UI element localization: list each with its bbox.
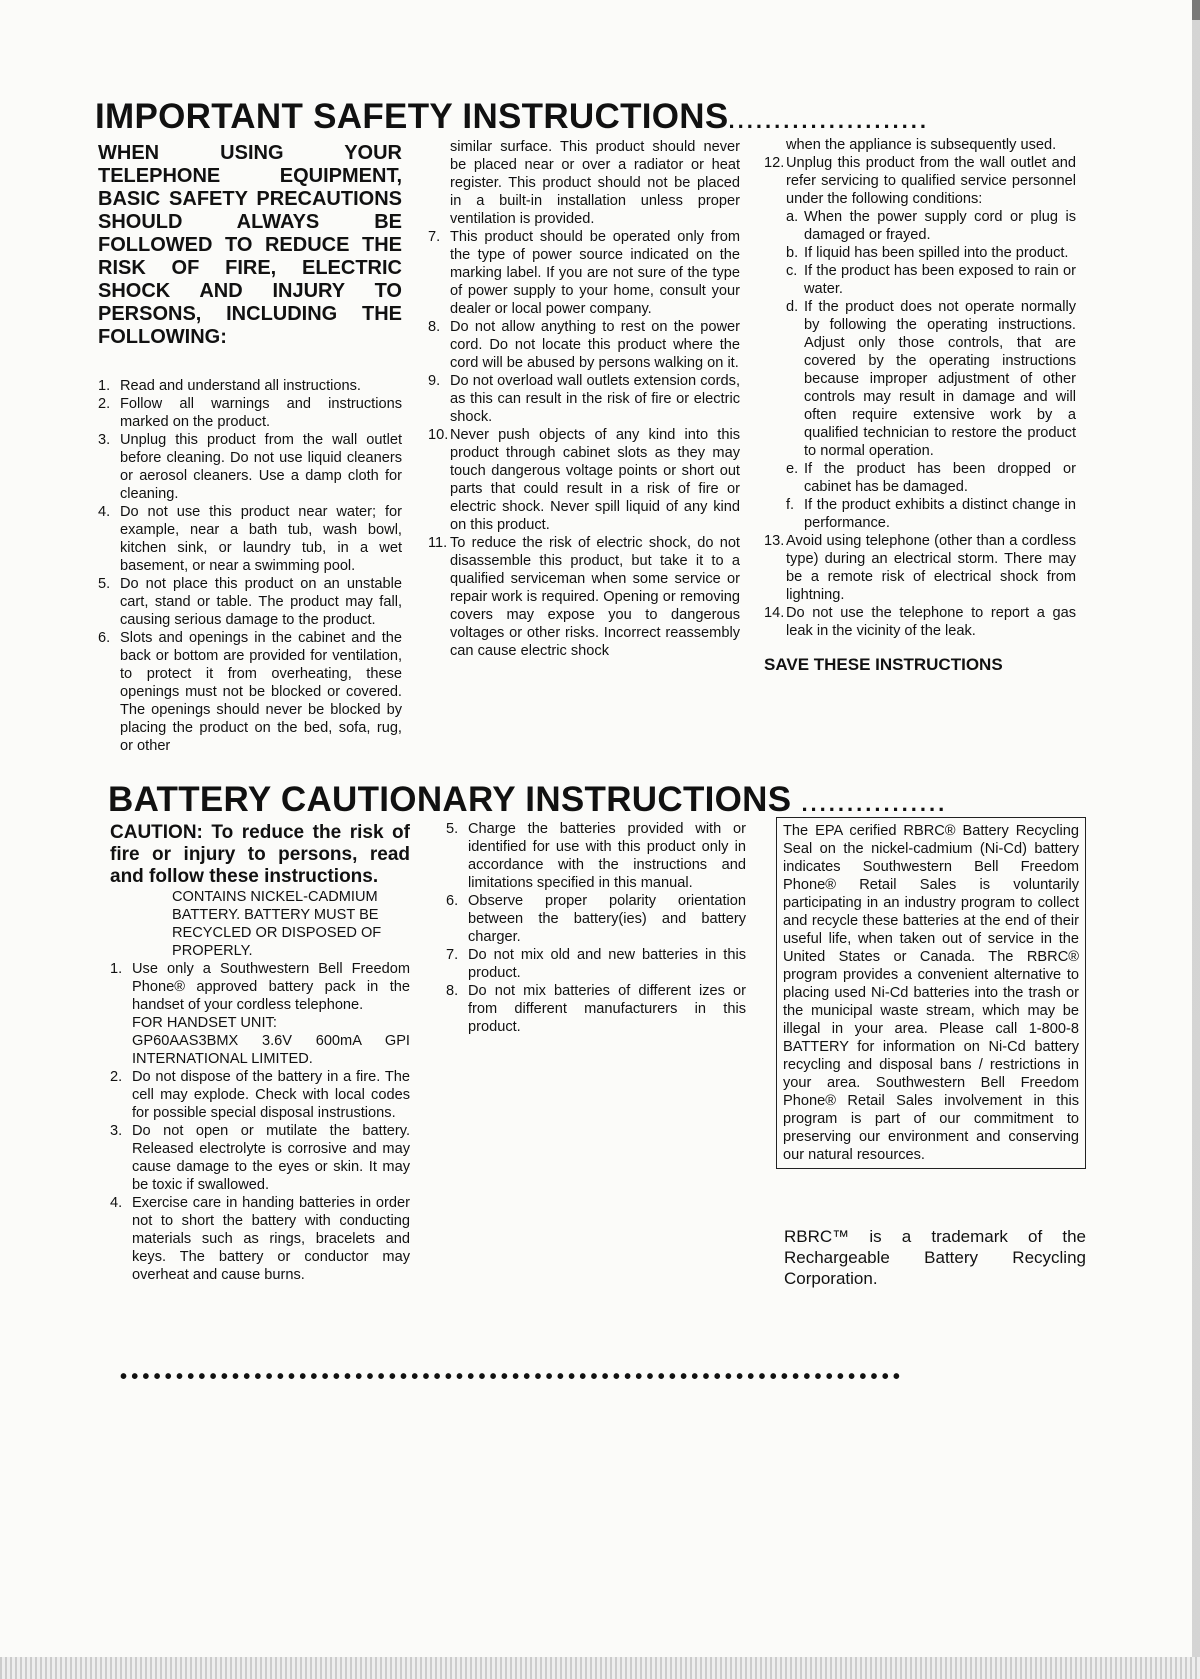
item-number: 12. [764,155,785,171]
battery-list-2 [446,820,746,1036]
item-text: If the product has been dropped or cabinet has be damaged. [804,461,1076,495]
list-item [110,1068,410,1122]
sub-list [764,208,1076,532]
item-number: 8. [446,983,459,999]
safety-column-3 [764,136,1076,674]
item-text: To reduce the risk of electric shock, do not disassemble this product, but take it to a qualified serviceman when some service or repair work is required. Opening or removing covers may expose you to dangerous voltages or other risks. Incorrect reassembly can cause electric shock [450,535,740,659]
item-text: Do not open or mutilate the battery. Released electrolyte is corrosive and may cause damage to the eyes or skin. It may be toxic if swallowed. [132,1123,410,1193]
safety-intro: WHEN USING YOUR TELEPHONE EQUIPMENT, BASIC SAFETY PRECAUTIONS SHOULD ALWAYS BE FOLLOWED TO REDUCE THE RISK OF FIRE, ELECTRIC SHOCK AND INJURY TO PERSONS, INCLUDING THE FOLLOWING: [98,142,402,348]
list-item [110,1122,410,1194]
list-item [764,154,1076,208]
item-text: Avoid using telephone (other than a cordless type) during an electrical storm. There may be a remote risk of electrical shock from lightning. [786,533,1076,603]
item-letter: f. [786,497,795,513]
list-item [98,503,402,575]
item-number: 11. [428,535,448,551]
item-6-continued: similar surface. This product should never be placed near or over a radiator or heat register. This product should not be placed in a built-in installation unless proper ventilation is provided. [450,139,740,227]
item-number: 6. [98,630,111,646]
item-number: 14. [764,605,785,621]
item-letter: b. [786,245,799,261]
item-text: If the product does not operate normally by following the operating instructions. Adjust only those controls, that are covered by the operating instructions because improper adjustment of other controls may result in damage and will often require extensive work by a qualified technician to restore the product to normal operation. [804,299,1076,459]
item-text: Do not mix old and new batteries in this product. [468,947,746,981]
list-item [98,575,402,629]
item-text: Read and understand all instructions. [120,378,361,394]
list-item [428,228,740,318]
item-text: Do not overload wall outlets extension cords, as this can result in the risk of fire or electric shock. [450,373,740,425]
safety-list-1 [98,377,402,755]
safety-title-row [95,98,929,140]
handset-label: FOR HANDSET UNIT: [132,1015,277,1031]
item-text: Slots and openings in the cabinet and the back or bottom are provided for ventilation, to protect it from overheating, these openings must not be blocked or covered. The openings should never be blocked by placing the product on the bed, sofa, rug, or other [120,630,402,754]
battery-contains-notice: CONTAINS NICKEL-CADMIUM BATTERY. BATTERY MUST BE RECYCLED OR DISPOSED OF PROPERLY. [172,889,382,959]
item-text: If liquid has been spilled into the product. [804,245,1069,261]
item-letter: a. [786,209,799,225]
item-text: Use only a Southwestern Bell Freedom Phone® approved battery pack in the handset of your cordless telephone. [132,961,410,1013]
item-text: Unplug this product from the wall outlet and refer servicing to qualified service personnel under the following conditions: [786,155,1076,207]
sub-item [786,262,1076,298]
item-text: Do not use the telephone to report a gas leak in the vicinity of the leak. [786,605,1076,639]
list-item [764,532,1076,604]
item-number: 1. [110,961,123,977]
item-number: 3. [110,1123,123,1139]
item-number: 13. [764,533,785,549]
list-item [446,946,746,982]
item-text: Do not mix batteries of different izes or from different manufacturers in this product. [468,983,746,1035]
item-number: 2. [98,396,111,412]
item-number: 4. [110,1195,123,1211]
item-text: Never push objects of any kind into this product through cabinet slots as they may touch dangerous voltage points or short out parts that could result in a risk of fire or electric shock. Never spill liquid of any kind on this product. [450,427,740,533]
safety-column-1 [98,142,402,755]
safety-column-2 [428,138,740,660]
list-item [446,820,746,892]
item-number: 10. [428,427,449,443]
safety-list-3 [764,532,1076,640]
list-item [428,426,740,534]
item-number: 4. [98,504,111,520]
item-text: If the product exhibits a distinct change in performance. [804,497,1076,531]
list-item [110,960,410,1014]
item-text: Do not allow anything to rest on the power cord. Do not locate this product where the cord will be abused by persons walking on it. [450,319,740,371]
item-text: If the product has been exposed to rain or water. [804,263,1076,297]
list-item [98,431,402,503]
list-item [98,377,402,395]
sub-item [786,460,1076,496]
sub-item [786,208,1076,244]
list-item [446,982,746,1036]
list-item [428,372,740,426]
safety-list-2 [428,228,740,660]
list-item [110,1194,410,1284]
sub-item [786,496,1076,532]
item-number: 9. [428,373,441,389]
item-text: Charge the batteries provided with or identified for use with this product only in accordance with the instructions and limitations specified in this manual. [468,821,746,891]
scan-noise [0,1657,1200,1679]
item-text: Do not place this product on an unstable cart, stand or table. The product may fall, causing serious damage to the product. [120,576,402,628]
battery-title: BATTERY CAUTIONARY INSTRUCTIONS [108,780,792,819]
list-item [764,604,1076,640]
item-text: Exercise care in handing batteries in order not to short the battery with conducting materials such as rings, bracelets and keys. The battery or conductor may overheat and cause burns. [132,1195,410,1283]
list-item [428,318,740,372]
item-text: Do not use this product near water; for example, near a bath tub, wash bowl, kitchen sink, or laundry tub, in a wet basement, or near a swimming pool. [120,504,402,574]
item-number: 7. [428,229,441,245]
footer-dot-rule: •••••••••••••••••••••••••••••••••••••••••••••••••••••••••••••••••••••• [120,1366,905,1388]
item-number: 2. [110,1069,123,1085]
list-item [98,395,402,431]
item-number: 8. [428,319,441,335]
battery-list-1 [110,1068,410,1284]
rbrc-text: The EPA cerified RBRC® Battery Recycling Seal on the nickel-cadmium (Ni-Cd) battery indicates Southwestern Bell Freedom Phone® Retail Sales is voluntarily participating in an industry program to collect and recycle these batteries at the end of their useful life, when taken out of service in the United States or Canada. The RBRC® program provides a convenient alternative to placing used Ni-Cd batteries into the trash or the municipal waste stream, which may be illegal in your area. Please call 1-800-8 BATTERY for information on Ni-Cd battery recycling and disposal bans / restrictions in your area. Southwestern Bell Freedom Phone® Retail Sales involvement in this program is part of our commitment to preserving our environment and conserving our natural resources. [783,823,1079,1163]
item-11-continued: when the appliance is subsequently used. [786,137,1057,153]
item-text: Do not dispose of the battery in a fire. The cell may explode. Check with local codes for possible special disposal instrustions. [132,1069,410,1121]
battery-caution: CAUTION: To reduce the risk of fire or injury to persons, read and follow these instructions. [110,822,410,887]
sub-item [786,298,1076,460]
item-text: Follow all warnings and instructions marked on the product. [120,396,402,430]
item-text: Observe proper polarity orientation between the battery(ies) and battery charger. [468,893,746,945]
title-dots: ................ [801,791,948,816]
item-text: When the power supply cord or plug is damaged or frayed. [804,209,1076,243]
item-letter: e. [786,461,799,477]
item-number: 7. [446,947,459,963]
battery-column-1 [110,822,410,1284]
safety-title: IMPORTANT SAFETY INSTRUCTIONS [95,97,729,136]
item-letter: d. [786,299,799,315]
sub-item [786,244,1076,262]
item-number: 5. [98,576,111,592]
title-dots: ...................... [728,108,930,133]
save-instructions: SAVE THESE INSTRUCTIONS [764,655,1003,674]
item-letter: c. [786,263,798,279]
list-item [98,629,402,755]
handset-spec: GP60AAS3BMX 3.6V 600mA GPI INTERNATIONAL LIMITED. [132,1033,410,1067]
item-text: Unplug this product from the wall outlet before cleaning. Do not use liquid cleaners or aerosol cleaners. Use a damp cloth for cleaning. [120,432,402,502]
list-item [428,534,740,660]
scan-edge [1192,0,1200,1679]
item-number: 6. [446,893,459,909]
item-number: 1. [98,378,111,394]
battery-column-2 [446,820,746,1036]
rbrc-trademark: RBRC™ is a trademark of the Rechargeable Battery Recycling Corporation. [784,1227,1086,1288]
list-item [446,892,746,946]
item-text: This product should be operated only from the type of power source indicated on the marking label. If you are not sure of the type of power supply to your home, consult your dealer or local power company. [450,229,740,317]
item-number: 5. [446,821,459,837]
item-number: 3. [98,432,111,448]
rbrc-recycling-box [776,817,1086,1169]
